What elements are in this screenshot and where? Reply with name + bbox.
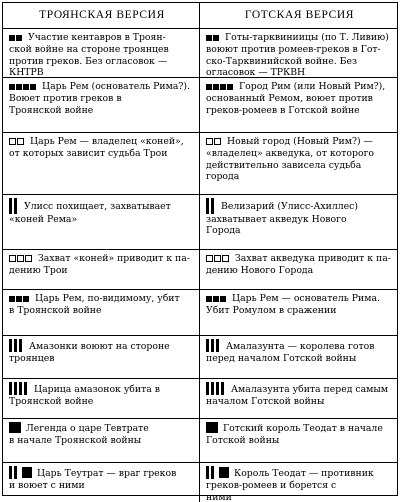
row-4-right-text: Велизарий (Улисс-Ахиллес) захватывает акведук Нового Города	[206, 201, 358, 237]
row-4-left-text: Улисс похищает, захватывает «коней Рема»	[9, 201, 171, 225]
black-rectangle-icon	[206, 422, 218, 435]
two-outline-squares-icon	[9, 137, 25, 148]
two-thick-bars-icon	[206, 198, 216, 214]
row-7-left	[3, 336, 200, 379]
row-6-left-text: Царь Рем, по-видимому, убит в Троянской войне	[9, 293, 180, 317]
row-2-right-text: Город Рим (или Новый Рим?), основанный Ремом, воюет против греков-ромеев в Готской войне	[206, 81, 386, 116]
four-bars-icon	[206, 382, 226, 396]
row-3-right	[200, 133, 397, 195]
row-5-right	[200, 250, 397, 290]
row-1-left-text: Участие кентавров в Троян- ской войне на стороне троянцев против греков. Без огласовок — КНТРВ	[9, 32, 169, 78]
row-9-right	[200, 419, 397, 463]
row-9-left-text: Легенда о царе Тевтрате в начале Троянской войны	[9, 423, 149, 447]
four-solid-squares-icon	[9, 82, 37, 93]
three-solid-squares-icon	[206, 294, 227, 305]
header-gothic-version: ГОТСКАЯ ВЕРСИЯ	[200, 3, 397, 29]
three-outline-squares-icon	[9, 254, 33, 265]
three-solid-squares-icon	[9, 294, 30, 305]
row-3-left	[3, 133, 200, 195]
two-solid-squares-icon	[9, 33, 23, 44]
two-bars-and-rectangle-icon	[206, 466, 229, 480]
row-7-left-text: Амазонки воюют на стороне троянцев	[9, 341, 170, 365]
four-solid-squares-icon	[206, 82, 234, 93]
row-1-right	[200, 29, 397, 78]
row-8-right-text: Амалазунта убита перед самым началом Готской войны	[206, 384, 388, 408]
row-8-left	[3, 379, 200, 419]
row-5-right-text: Захват акведука приводит к па- дению Нового Города	[206, 253, 391, 277]
row-1-left	[3, 29, 200, 78]
row-2-left	[3, 78, 200, 133]
row-10-right	[200, 463, 397, 502]
two-thick-bars-icon	[9, 198, 19, 214]
two-solid-squares-icon	[206, 33, 220, 44]
row-5-left	[3, 250, 200, 290]
row-8-right	[200, 379, 397, 419]
row-7-right-text: Амалазунта — королева готов перед началом Готской войны	[206, 341, 375, 365]
row-6-right-text: Царь Рем — основатель Рима. Убит Ромулом в сражении	[206, 293, 380, 317]
row-5-left-text: Захват «коней» приводит к па- дению Трои	[9, 253, 190, 277]
row-8-left-text: Царица амазонок убита в Троянской войне	[9, 384, 160, 408]
two-outline-squares-icon	[206, 137, 222, 148]
three-bars-icon	[206, 339, 221, 353]
row-10-left-text: Царь Теутрат — враг греков и воюет с ними	[9, 468, 177, 492]
row-1-right-text: Готы-тарквиниицы (по Т. Ливию) воюют против ромеев-греков в Гот- ско-Тарквинийской войне. Без огласовок — ТРКВН	[206, 32, 389, 78]
row-9-left	[3, 419, 200, 463]
row-3-right-text: Новый город (Новый Рим?) — «владелец» акведука, от которого действительно зависела судьба города	[206, 136, 375, 183]
comparison-table	[2, 2, 398, 502]
row-6-left	[3, 290, 200, 336]
row-4-right	[200, 195, 397, 250]
row-9-right-text: Готский король Теодат в начале Готской войны	[206, 423, 383, 447]
row-2-right	[200, 78, 397, 133]
row-3-left-text: Царь Рем — владелец «коней», от которых зависит судьба Трои	[9, 136, 184, 160]
two-bars-and-rectangle-icon	[9, 466, 32, 480]
row-2-left-text: Царь Рем (основатель Рима?). Воюет против греков в Троянской войне	[9, 81, 190, 116]
row-10-left	[3, 463, 200, 502]
three-outline-squares-icon	[206, 254, 230, 265]
row-6-right	[200, 290, 397, 336]
black-rectangle-icon	[9, 422, 21, 435]
row-10-right-text: Король Теодат — противник греков-ромеев и борется с ними	[206, 468, 374, 502]
three-bars-icon	[9, 339, 24, 353]
header-trojan-version: ТРОЯНСКАЯ ВЕРСИЯ	[3, 3, 200, 29]
row-4-left	[3, 195, 200, 250]
row-7-right	[200, 336, 397, 379]
four-bars-icon	[9, 382, 29, 396]
